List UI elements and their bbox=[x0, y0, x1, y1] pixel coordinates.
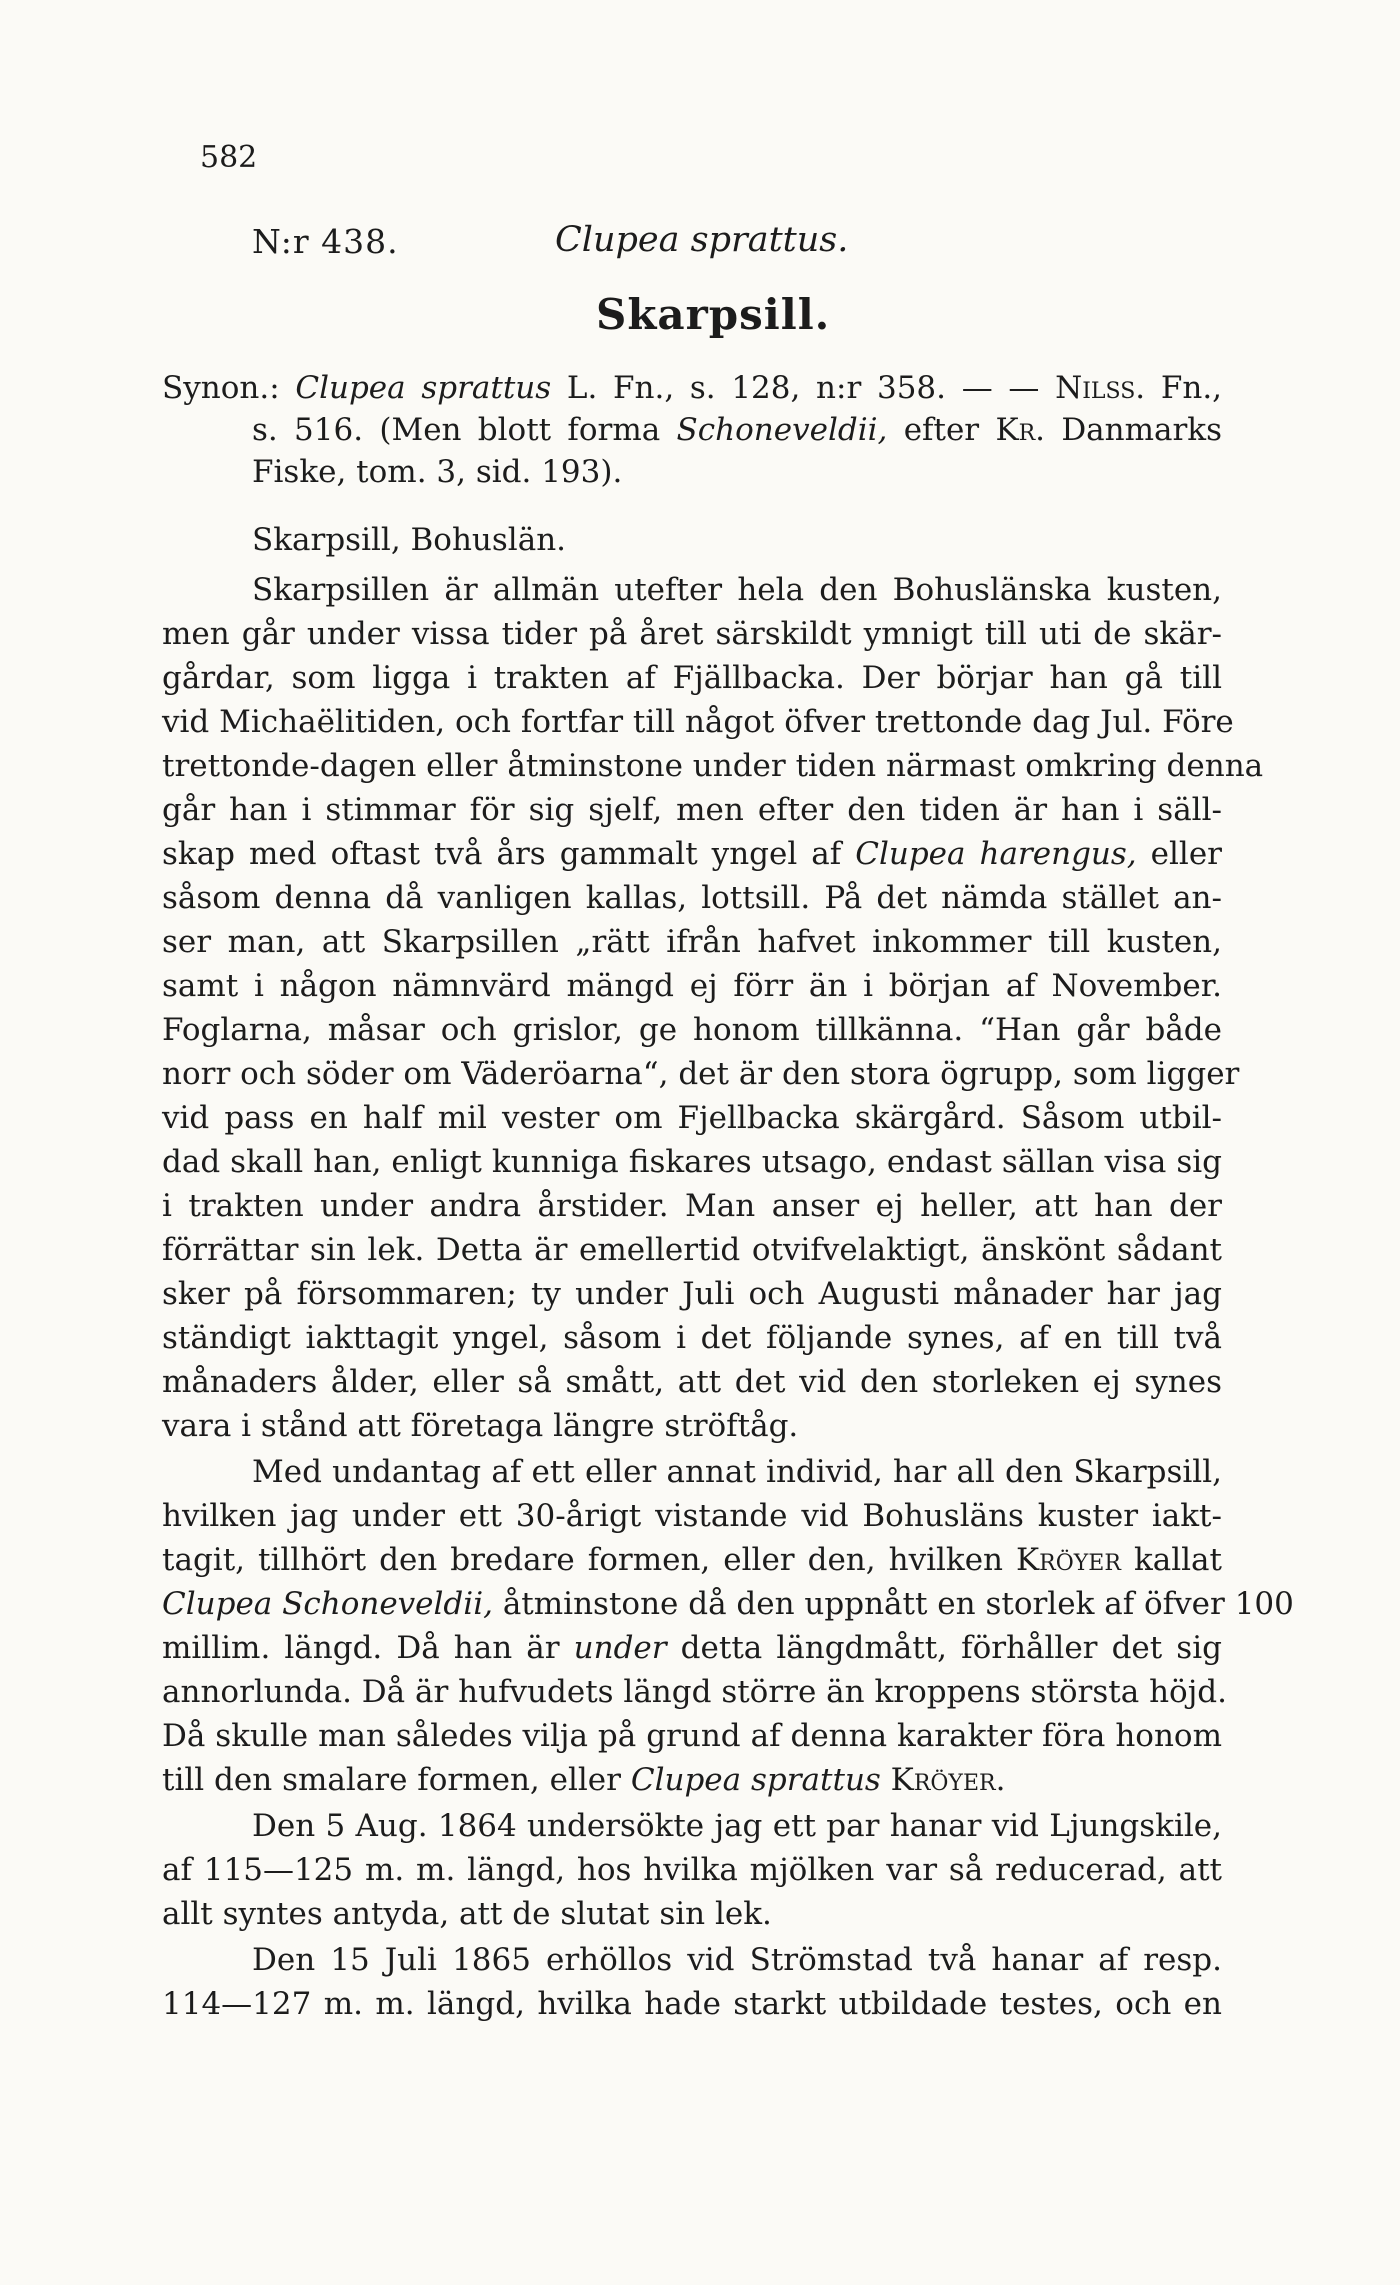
species-name: Clupea sprattus. bbox=[555, 220, 849, 260]
text-line: allt syntes antyda, att de slutat sin lek. bbox=[162, 1896, 772, 1932]
page-number: 582 bbox=[200, 140, 258, 175]
text-line: hvilken jag under ett 30-årigt vistande vid Bohusläns kuster iakt- bbox=[162, 1498, 1222, 1534]
text-line: vid Michaëlitiden, och fortfar till något öfver trettonde dag Jul. Före bbox=[162, 704, 1234, 740]
text-line: Den 15 Juli 1865 erhöllos vid Strömstad två hanar af resp. bbox=[252, 1942, 1222, 1978]
text-line: Clupea Schoneveldii, åtminstone då den uppnått en storlek af öfver 100 bbox=[162, 1586, 1294, 1622]
text-line: tagit, tillhört den bredare formen, eller den, hvilken Kröyer kallat bbox=[162, 1542, 1222, 1578]
synonym-line-2: s. 516. (Men blott forma Schoneveldii, efter Kr. Danmarks bbox=[252, 412, 1223, 448]
text-line: i trakten under andra årstider. Man anser ej heller, att han der bbox=[162, 1188, 1222, 1224]
text-line: till den smalare formen, eller Clupea sprattus Kröyer. bbox=[162, 1762, 1006, 1798]
text-line: månaders ålder, eller så smått, att det vid den storleken ej synes bbox=[162, 1364, 1222, 1400]
text-line: annorlunda. Då är hufvudets längd större än kroppens största höjd. bbox=[162, 1674, 1228, 1710]
text-line: Med undantag af ett eller annat individ, har all den Skarpsill, bbox=[252, 1454, 1222, 1490]
text-line: ständigt iakttagit yngel, såsom i det följande synes, af en till två bbox=[162, 1320, 1222, 1356]
text-line: Då skulle man således vilja på grund af denna karakter föra honom bbox=[162, 1718, 1222, 1754]
text-line: går han i stimmar för sig sjelf, men efter den tiden är han i säll- bbox=[162, 792, 1222, 828]
entry-number: N:r 438. bbox=[252, 222, 399, 261]
text-line: trettonde-dagen eller åtminstone under tiden närmast omkring denna bbox=[162, 748, 1264, 784]
text-line: dad skall han, enligt kunniga fiskares utsago, endast sällan visa sig bbox=[162, 1144, 1222, 1180]
page-title: Skarpsill. bbox=[596, 290, 831, 339]
text-line: millim. längd. Då han är under detta längdmått, förhåller det sig bbox=[162, 1630, 1222, 1666]
locality: Skarpsill, Bohuslän. bbox=[252, 522, 567, 558]
text-line: men går under vissa tider på året särskildt ymnigt till uti de skär- bbox=[162, 616, 1222, 652]
text-line: sker på försommaren; ty under Juli och Augusti månader har jag bbox=[162, 1276, 1222, 1312]
text-line: vid pass en half mil vester om Fjellbacka skärgård. Såsom utbil- bbox=[162, 1100, 1222, 1136]
text-line: af 115—125 m. m. längd, hos hvilka mjölken var så reducerad, att bbox=[162, 1852, 1222, 1888]
text-line: norr och söder om Väderöarna“, det är den stora ögrupp, som ligger bbox=[162, 1056, 1240, 1092]
synonym-line-3: Fiske, tom. 3, sid. 193). bbox=[252, 454, 623, 490]
text-line: såsom denna då vanligen kallas, lottsill. På det nämda stället an- bbox=[162, 880, 1222, 916]
text-line: samt i någon nämnvärd mängd ej förr än i början af November. bbox=[162, 968, 1222, 1004]
text-line: ser man, att Skarpsillen „rätt ifrån hafvet inkommer till kusten, bbox=[162, 924, 1222, 960]
text-line: Den 5 Aug. 1864 undersökte jag ett par hanar vid Ljungskile, bbox=[252, 1808, 1222, 1844]
text-line: gårdar, som ligga i trakten af Fjällbacka. Der börjar han gå till bbox=[162, 660, 1222, 696]
synonym-line-1: Synon.: Clupea sprattus L. Fn., s. 128, n:r 358. — — Nilss. Fn., bbox=[162, 370, 1223, 406]
text-line: förrättar sin lek. Detta är emellertid otvifvelaktigt, änskönt sådant bbox=[162, 1232, 1222, 1268]
text-line: 114—127 m. m. längd, hvilka hade starkt utbildade testes, och en bbox=[162, 1986, 1222, 2022]
text-line: skap med oftast två års gammalt yngel af Clupea harengus, eller bbox=[162, 836, 1222, 872]
text-line: vara i stånd att företaga längre ströftåg. bbox=[162, 1408, 799, 1444]
text-line: Foglarna, måsar och grislor, ge honom tillkänna. “Han går både bbox=[162, 1012, 1222, 1048]
text-line: Skarpsillen är allmän utefter hela den Bohuslänska kusten, bbox=[252, 572, 1222, 608]
